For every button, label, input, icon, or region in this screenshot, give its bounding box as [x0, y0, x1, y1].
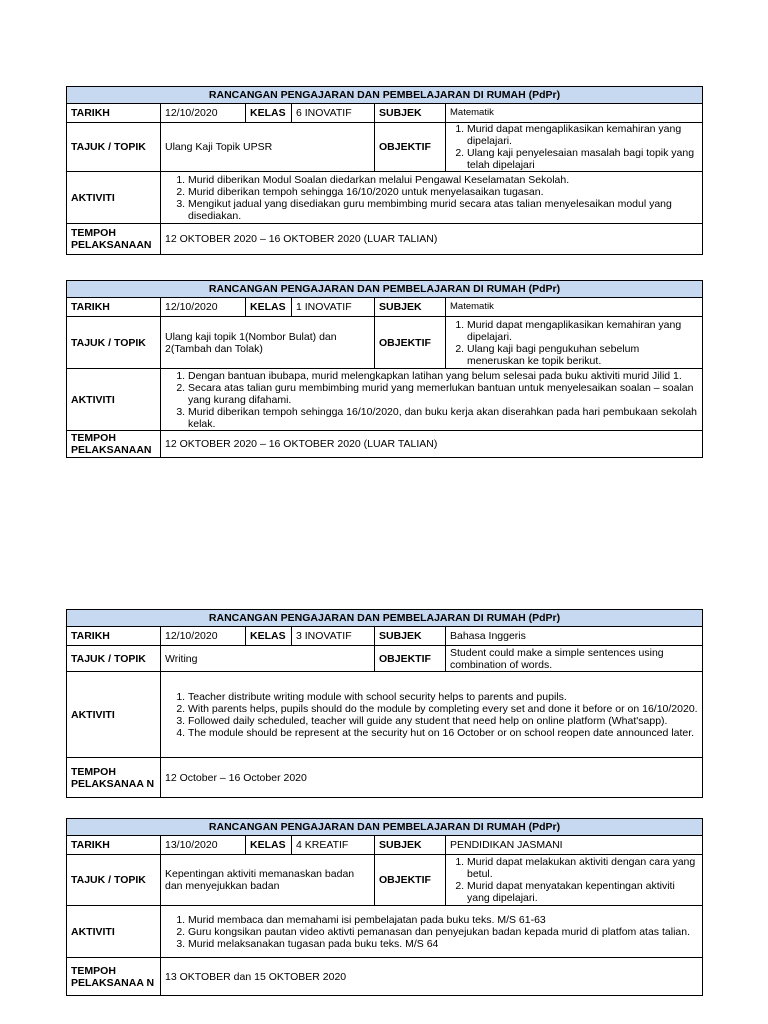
- subjek-label: SUBJEK: [375, 298, 446, 317]
- lesson-plan-table: [66, 818, 703, 996]
- list-item: 3. Murid melaksanakan tugasan pada buku teks. M/S 64: [188, 938, 698, 950]
- tajuk-label: TAJUK / TOPIK: [67, 123, 161, 172]
- objektif-value: [446, 855, 703, 906]
- list-item: 2. Ulang kaji bagi pengukuhan sebelum meneruskan ke topik berikut.: [467, 343, 698, 367]
- subjek-value: Bahasa Inggeris: [446, 627, 703, 646]
- list-item: 3. Mengikut jadual yang disediakan guru membimbing murid secara atas talian menyelesaikan modul yang disediakan.: [188, 198, 698, 222]
- kelas-value: 4 KREATIF: [292, 836, 375, 855]
- objektif-label: OBJEKTIF: [375, 855, 446, 906]
- list-item: 2. Ulang kaji penyelesaian masalah bagi topik yang telah dipelajari: [467, 147, 698, 171]
- tajuk-value: Writing: [161, 646, 375, 672]
- subjek-label: SUBJEK: [375, 104, 446, 123]
- list-item: 1. Murid membaca dan memahami isi pembelajatan pada buku teks. M/S 61-63: [188, 914, 698, 926]
- tarikh-value: 12/10/2020: [161, 627, 246, 646]
- objektif-value: [446, 317, 703, 369]
- table-title: RANCANGAN PENGAJARAN DAN PEMBELAJARAN DI RUMAH (PdPr): [67, 819, 703, 836]
- aktiviti-list: [165, 914, 698, 950]
- tajuk-value: Ulang kaji topik 1(Nombor Bulat) dan 2(Tambah dan Tolak): [161, 317, 375, 369]
- kelas-label: KELAS: [246, 298, 292, 317]
- list-item: 3. Followed daily scheduled, teacher will guide any student that need help on online platform (What'sapp).: [188, 715, 698, 727]
- list-item: 3. Murid diberikan tempoh sehingga 16/10/2020, dan buku kerja akan diserahkan pada hari pembukaan sekolah kelak.: [188, 406, 698, 430]
- tempoh-value: 12 October – 16 October 2020: [161, 758, 703, 798]
- aktiviti-label: AKTIVITI: [67, 369, 161, 431]
- lesson-plan-table: [66, 609, 703, 798]
- aktiviti-value: [161, 172, 703, 224]
- aktiviti-list: [165, 691, 698, 739]
- list-item: 2. With parents helps, pupils should do the module by completing every set and done it before or on 16/10/2020.: [188, 703, 698, 715]
- table-title: RANCANGAN PENGAJARAN DAN PEMBELAJARAN DI RUMAH (PdPr): [67, 87, 703, 104]
- subjek-value: Matematik: [446, 104, 703, 123]
- objektif-list: [450, 319, 698, 367]
- list-item: 1. Murid dapat mengaplikasikan kemahiran yang dipelajari.: [467, 123, 698, 147]
- objektif-value: [446, 123, 703, 172]
- kelas-value: 3 INOVATIF: [292, 627, 375, 646]
- kelas-label: KELAS: [246, 104, 292, 123]
- tempoh-label: TEMPOH PELAKSANAA N: [67, 958, 161, 996]
- aktiviti-label: AKTIVITI: [67, 172, 161, 224]
- tempoh-label: TEMPOH PELAKSANAAN: [67, 431, 161, 458]
- tempoh-label: TEMPOH PELAKSANAA N: [67, 758, 161, 798]
- objektif-label: OBJEKTIF: [375, 646, 446, 672]
- objektif-value: Student could make a simple sentences using combination of words.: [446, 646, 703, 672]
- tajuk-value: Kepentingan aktiviti memanaskan badan dan menyejukkan badan: [161, 855, 375, 906]
- lesson-plan-table: [66, 86, 703, 255]
- table-title: RANCANGAN PENGAJARAN DAN PEMBELAJARAN DI RUMAH (PdPr): [67, 610, 703, 627]
- aktiviti-value: [161, 369, 703, 431]
- list-item: 1. Murid dapat melakukan aktiviti dengan cara yang betul.: [467, 856, 698, 880]
- tajuk-label: TAJUK / TOPIK: [67, 855, 161, 906]
- list-item: 1. Dengan bantuan ibubapa, murid melengkapkan latihan yang belum selesai pada buku aktiviti murid Jilid 1.: [188, 370, 698, 382]
- objektif-label: OBJEKTIF: [375, 123, 446, 172]
- subjek-label: SUBJEK: [375, 627, 446, 646]
- kelas-label: KELAS: [246, 627, 292, 646]
- tarikh-label: TARIKH: [67, 627, 161, 646]
- aktiviti-list: [165, 370, 698, 430]
- kelas-value: 6 INOVATIF: [292, 104, 375, 123]
- tajuk-value: Ulang Kaji Topik UPSR: [161, 123, 375, 172]
- list-item: 2. Murid dapat menyatakan kepentingan aktiviti yang dipelajari.: [467, 880, 698, 904]
- objektif-list: [450, 123, 698, 171]
- aktiviti-value: [161, 672, 703, 758]
- list-item: 1. Murid dapat mengaplikasikan kemahiran yang dipelajari.: [467, 319, 698, 343]
- tempoh-value: 12 OKTOBER 2020 – 16 OKTOBER 2020 (LUAR TALIAN): [161, 224, 703, 255]
- tarikh-value: 12/10/2020: [161, 104, 246, 123]
- table-title: RANCANGAN PENGAJARAN DAN PEMBELAJARAN DI RUMAH (PdPr): [67, 281, 703, 298]
- aktiviti-label: AKTIVITI: [67, 672, 161, 758]
- aktiviti-label: AKTIVITI: [67, 906, 161, 958]
- tajuk-label: TAJUK / TOPIK: [67, 646, 161, 672]
- subjek-label: SUBJEK: [375, 836, 446, 855]
- list-item: 1. Murid diberikan Modul Soalan diedarkan melalui Pengawal Keselamatan Sekolah.: [188, 174, 698, 186]
- tarikh-value: 13/10/2020: [161, 836, 246, 855]
- list-item: 1. Teacher distribute writing module with school security helps to parents and pupils.: [188, 691, 698, 703]
- tempoh-label: TEMPOH PELAKSANAAN: [67, 224, 161, 255]
- tarikh-value: 12/10/2020: [161, 298, 246, 317]
- lesson-plan-table: [66, 280, 703, 458]
- objektif-label: OBJEKTIF: [375, 317, 446, 369]
- kelas-label: KELAS: [246, 836, 292, 855]
- subjek-value: Matematik: [446, 298, 703, 317]
- tempoh-value: 12 OKTOBER 2020 – 16 OKTOBER 2020 (LUAR TALIAN): [161, 431, 703, 458]
- tajuk-label: TAJUK / TOPIK: [67, 317, 161, 369]
- tempoh-value: 13 OKTOBER dan 15 OKTOBER 2020: [161, 958, 703, 996]
- tarikh-label: TARIKH: [67, 298, 161, 317]
- list-item: 2. Secara atas talian guru membimbing murid yang memerlukan bantuan untuk menyelesaikan soalan – soalan yang kurang difahami.: [188, 382, 698, 406]
- objektif-list: [450, 856, 698, 904]
- list-item: 2. Guru kongsikan pautan video aktivti pemanasan dan penyejukan badan kepada murid di platfom atas talian.: [188, 926, 698, 938]
- list-item: 4. The module should be represent at the security hut on 16 October or on school reopen date announced later.: [188, 727, 698, 739]
- list-item: 2. Murid diberikan tempoh sehingga 16/10/2020 untuk menyelasaikan tugasan.: [188, 186, 698, 198]
- tarikh-label: TARIKH: [67, 836, 161, 855]
- tarikh-label: TARIKH: [67, 104, 161, 123]
- kelas-value: 1 INOVATIF: [292, 298, 375, 317]
- aktiviti-value: [161, 906, 703, 958]
- subjek-value: PENDIDIKAN JASMANI: [446, 836, 703, 855]
- aktiviti-list: [165, 174, 698, 222]
